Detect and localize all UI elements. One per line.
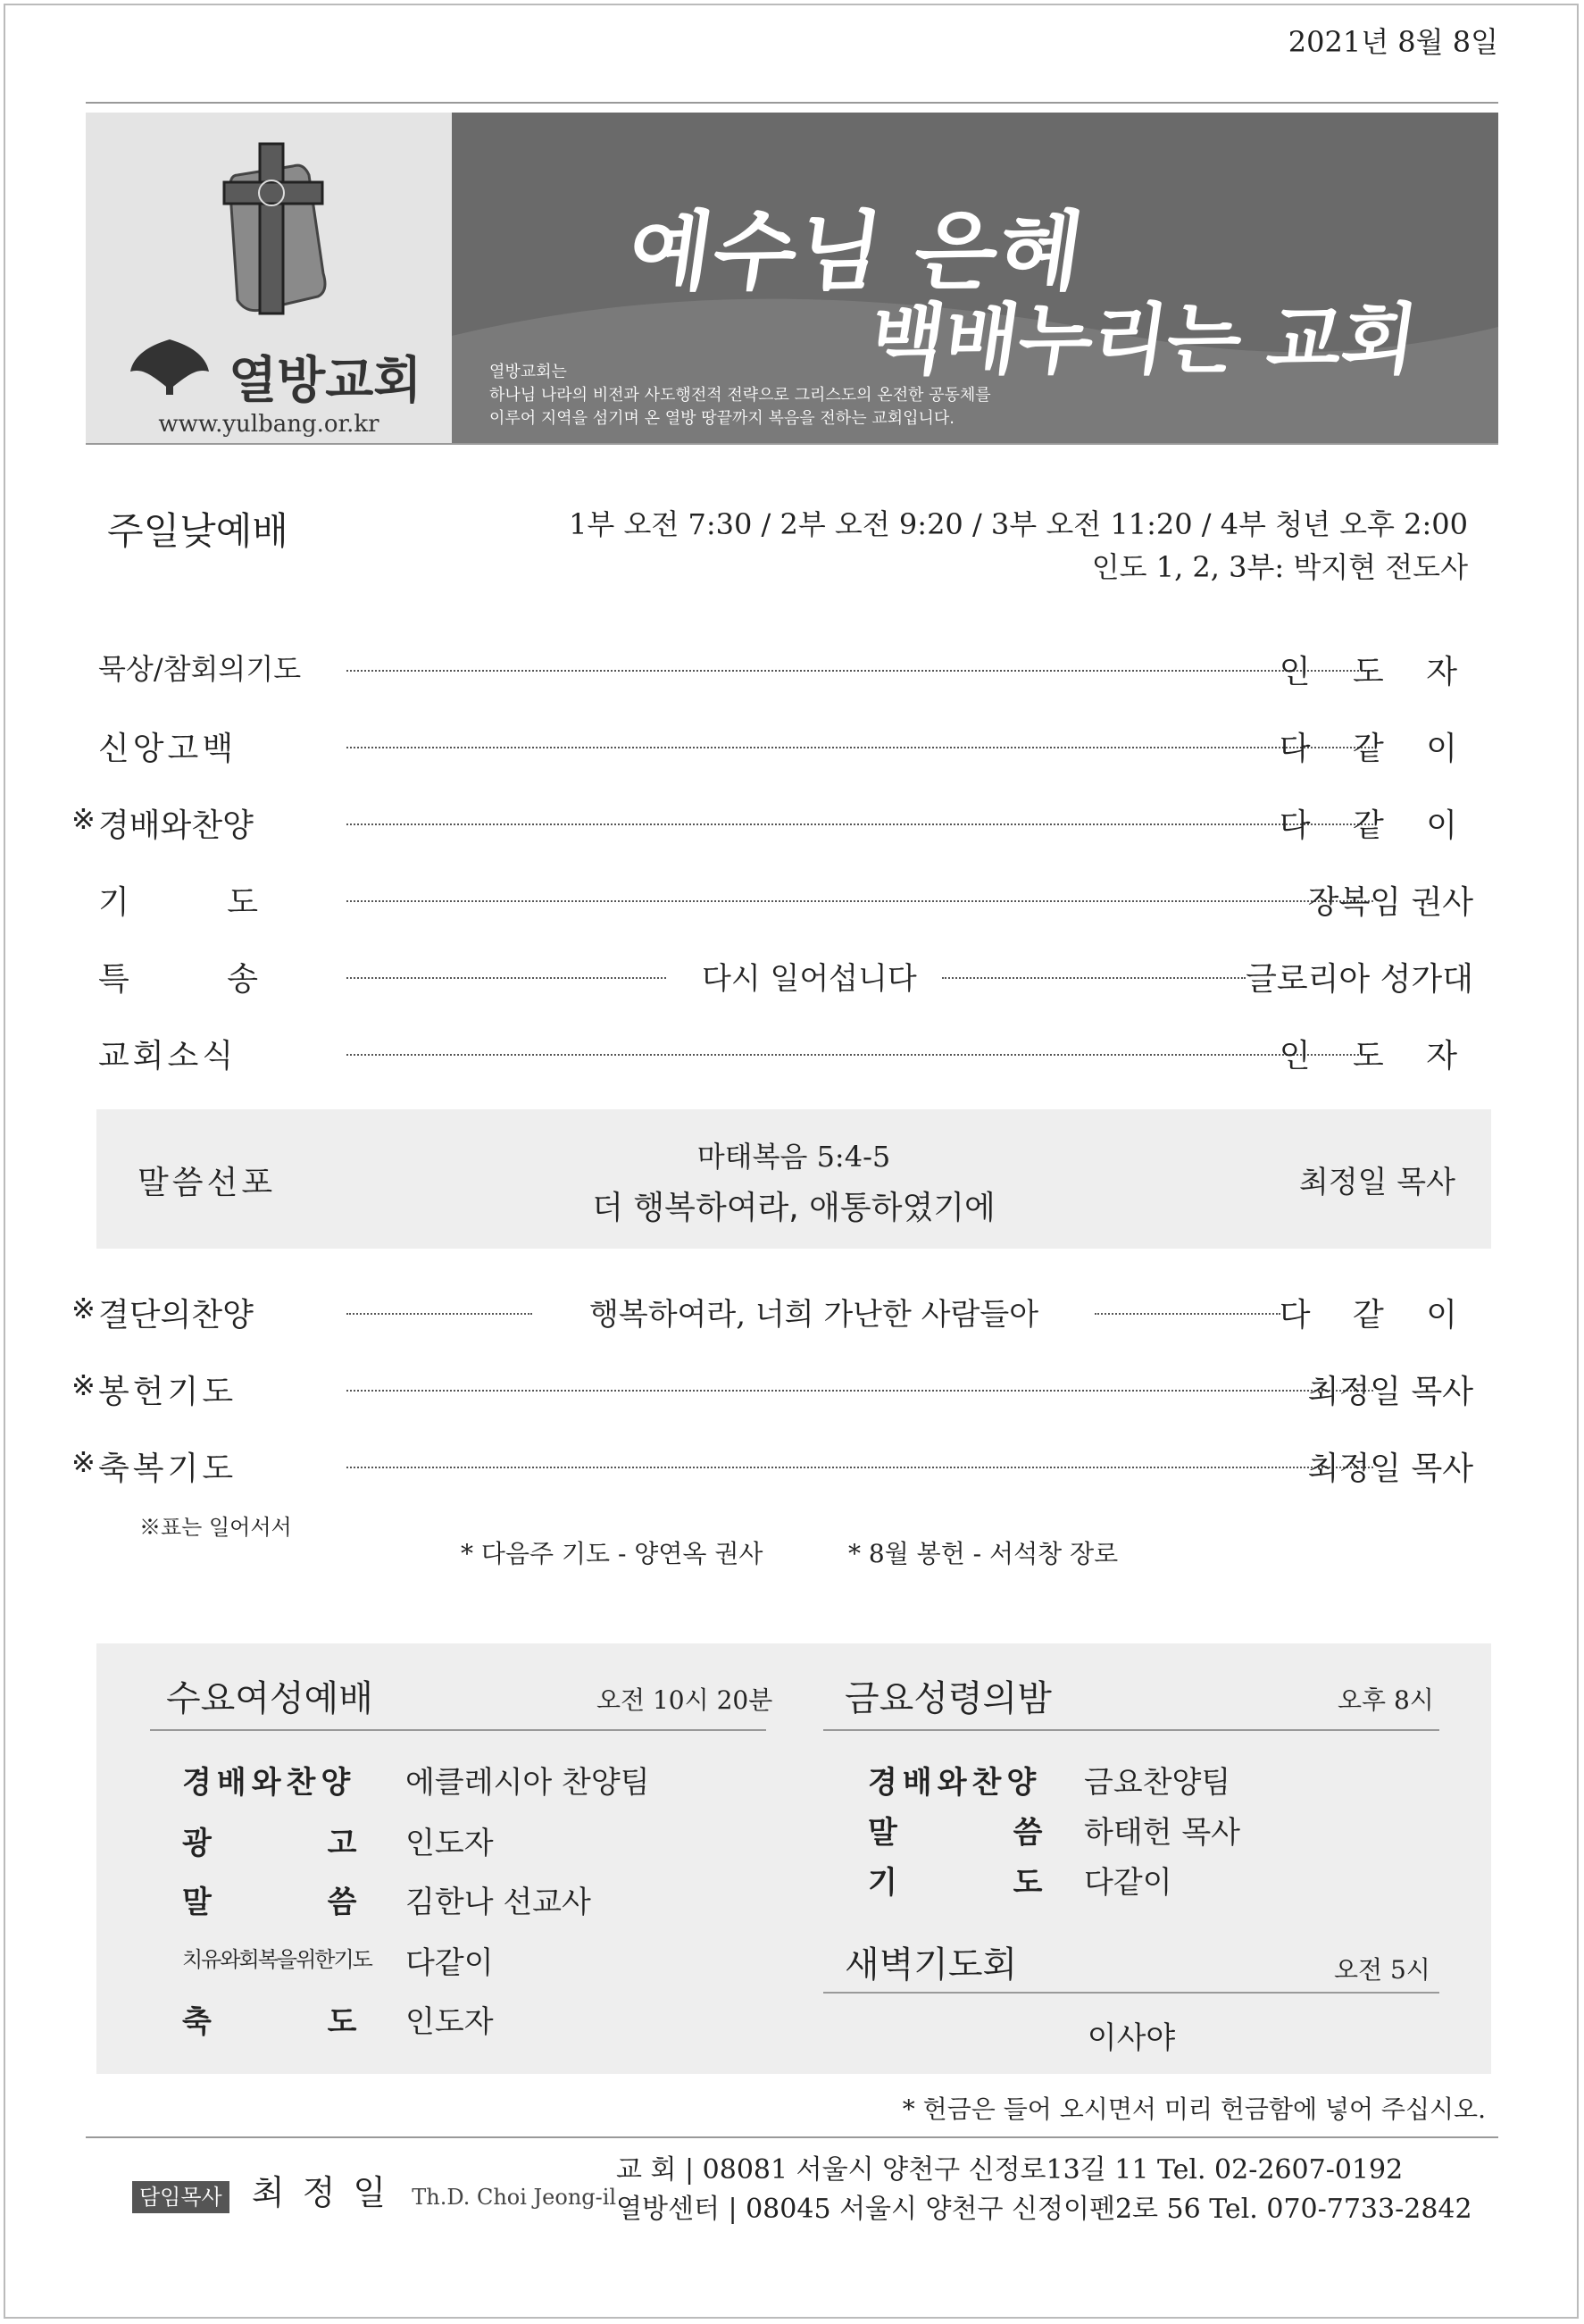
next-week-prayer: * 다음주 기도 - 양연옥 권사: [461, 1539, 763, 1568]
order-item: ※ 결단의찬양 행복하여라, 너희 가난한 사람들아 다 같 이: [71, 1292, 1473, 1333]
dotted-leader: [346, 977, 666, 979]
sermon-label: 말씀선포: [138, 1165, 277, 1201]
slogan-line-1: 예수님 은혜: [622, 202, 1091, 302]
order-item: 신앙고백 다 같 이: [98, 731, 1473, 767]
order-item: ※ 경배와찬양 다 같 이: [71, 802, 1473, 844]
stand-note: ※표는 일어서서: [139, 1515, 292, 1540]
sunday-service-leader: 인도 1, 2, 3부: 박지현 전도사: [1091, 550, 1468, 584]
wednesday-time: 오전 10시 20분: [596, 1685, 773, 1715]
dawn-divider: [823, 1992, 1439, 1994]
dotted-leader: [346, 747, 1373, 748]
footer-pastor: [132, 2165, 616, 2214]
sunday-service-times: 1부 오전 7:30 / 2부 오전 9:20 / 3부 오전 11:20 / 4부 청년 오후 2:00: [569, 507, 1468, 541]
website-link[interactable]: www.yulbang.or.kr: [158, 411, 379, 438]
bulletin-date: 2021년 8월 8일: [1288, 25, 1498, 59]
wednesday-title: 수요여성예배: [166, 1678, 373, 1719]
friday-time: 오후 8시: [1338, 1685, 1434, 1715]
pastor-name-en: Th.D. Choi Jeong-il: [412, 2185, 617, 2210]
order-item: 묵상/참회의기도 인 도 자: [98, 652, 1473, 690]
footer-divider: [86, 2136, 1498, 2138]
logo-panel: [86, 113, 452, 443]
top-divider: [86, 102, 1498, 104]
dotted-leader: [346, 1390, 1373, 1392]
sermon-scripture: 마태복음 5:4-5: [696, 1140, 891, 1174]
friday-divider: [823, 1729, 1439, 1731]
dotted-leader: [346, 823, 1373, 825]
dawn-time: 오전 5시: [1334, 1955, 1430, 1985]
order-item: 교회소식 인 도 자: [98, 1038, 1473, 1074]
sermon-title: 더 행복하여라, 애통하였기에: [592, 1190, 996, 1226]
church-name: 열방교회: [229, 352, 422, 410]
month-offering-note: * 8월 봉헌 - 서석창 장로: [848, 1539, 1119, 1568]
slogan-banner: [452, 113, 1498, 443]
cross-scroll-icon: [211, 139, 336, 318]
dawn-title: 새벽기도회: [845, 1944, 1018, 1985]
weekday-services-band: 수요여성예배 오전 10시 20분 경배와찬양 에클레시아 찬양팀 광 고 인도자 말 씀 김한나 선교사 치유와회복을위한기도 다같이 축 도 인도자 금요성령의밤 오후 8시 경배와찬양 금요찬양팀 말 씀 하태헌 목사 기 도 다같이 새벽기도회 오전 5시 이사야: [96, 1643, 1491, 2074]
slogan-line-2: 백배누리는 교회: [863, 296, 1423, 385]
offering-instruction: * 헌금은 들어 오시면서 미리 헌금함에 넣어 주십시오.: [902, 2094, 1486, 2124]
wednesday-divider: [150, 1729, 766, 1731]
dotted-leader: [346, 1054, 1373, 1056]
dawn-text: 이사야: [1087, 2020, 1176, 2056]
banner-divider: [86, 443, 1498, 445]
friday-title: 금요성령의밤: [845, 1678, 1052, 1719]
dotted-leader: [346, 900, 1373, 902]
church-address: 교 회 | 08081 서울시 양천구 신정로13길 11 Tel. 02-2607-0192: [616, 2154, 1404, 2186]
order-item: ※ 축복기도 최정일 목사: [71, 1445, 1473, 1487]
role-badge: 담임목사: [132, 2181, 229, 2213]
pastor-name: 최 정 일: [251, 2173, 390, 2212]
dotted-leader: [1095, 1313, 1280, 1315]
dotted-leader: [942, 977, 1246, 979]
dotted-leader: [346, 1467, 1373, 1468]
sermon-band: [96, 1109, 1491, 1249]
order-item: ※ 봉헌기도 최정일 목사: [71, 1368, 1473, 1410]
dotted-leader: [346, 670, 1373, 672]
sunday-service-title: 주일낮예배: [107, 509, 288, 553]
tree-logo-icon: [125, 336, 214, 398]
church-description: 열방교회는 하나님 나라의 비전과 사도행전적 전략으로 그리스도의 온전한 공동체를 이루어 지역을 섬기며 온 열방 땅끝까지 복음을 전하는 교회입니다.: [489, 363, 991, 428]
dotted-leader: [346, 1313, 532, 1315]
center-address: 열방센터 | 08045 서울시 양천구 신정이펜2로 56 Tel. 070-7733-2842: [616, 2194, 1472, 2225]
sermon-preacher: 최정일 목사: [1298, 1165, 1455, 1200]
order-item: 기 도 장복임 권사: [98, 884, 1473, 921]
order-item: 특 송 다시 일어섭니다 글로리아 성가대: [98, 961, 1473, 998]
